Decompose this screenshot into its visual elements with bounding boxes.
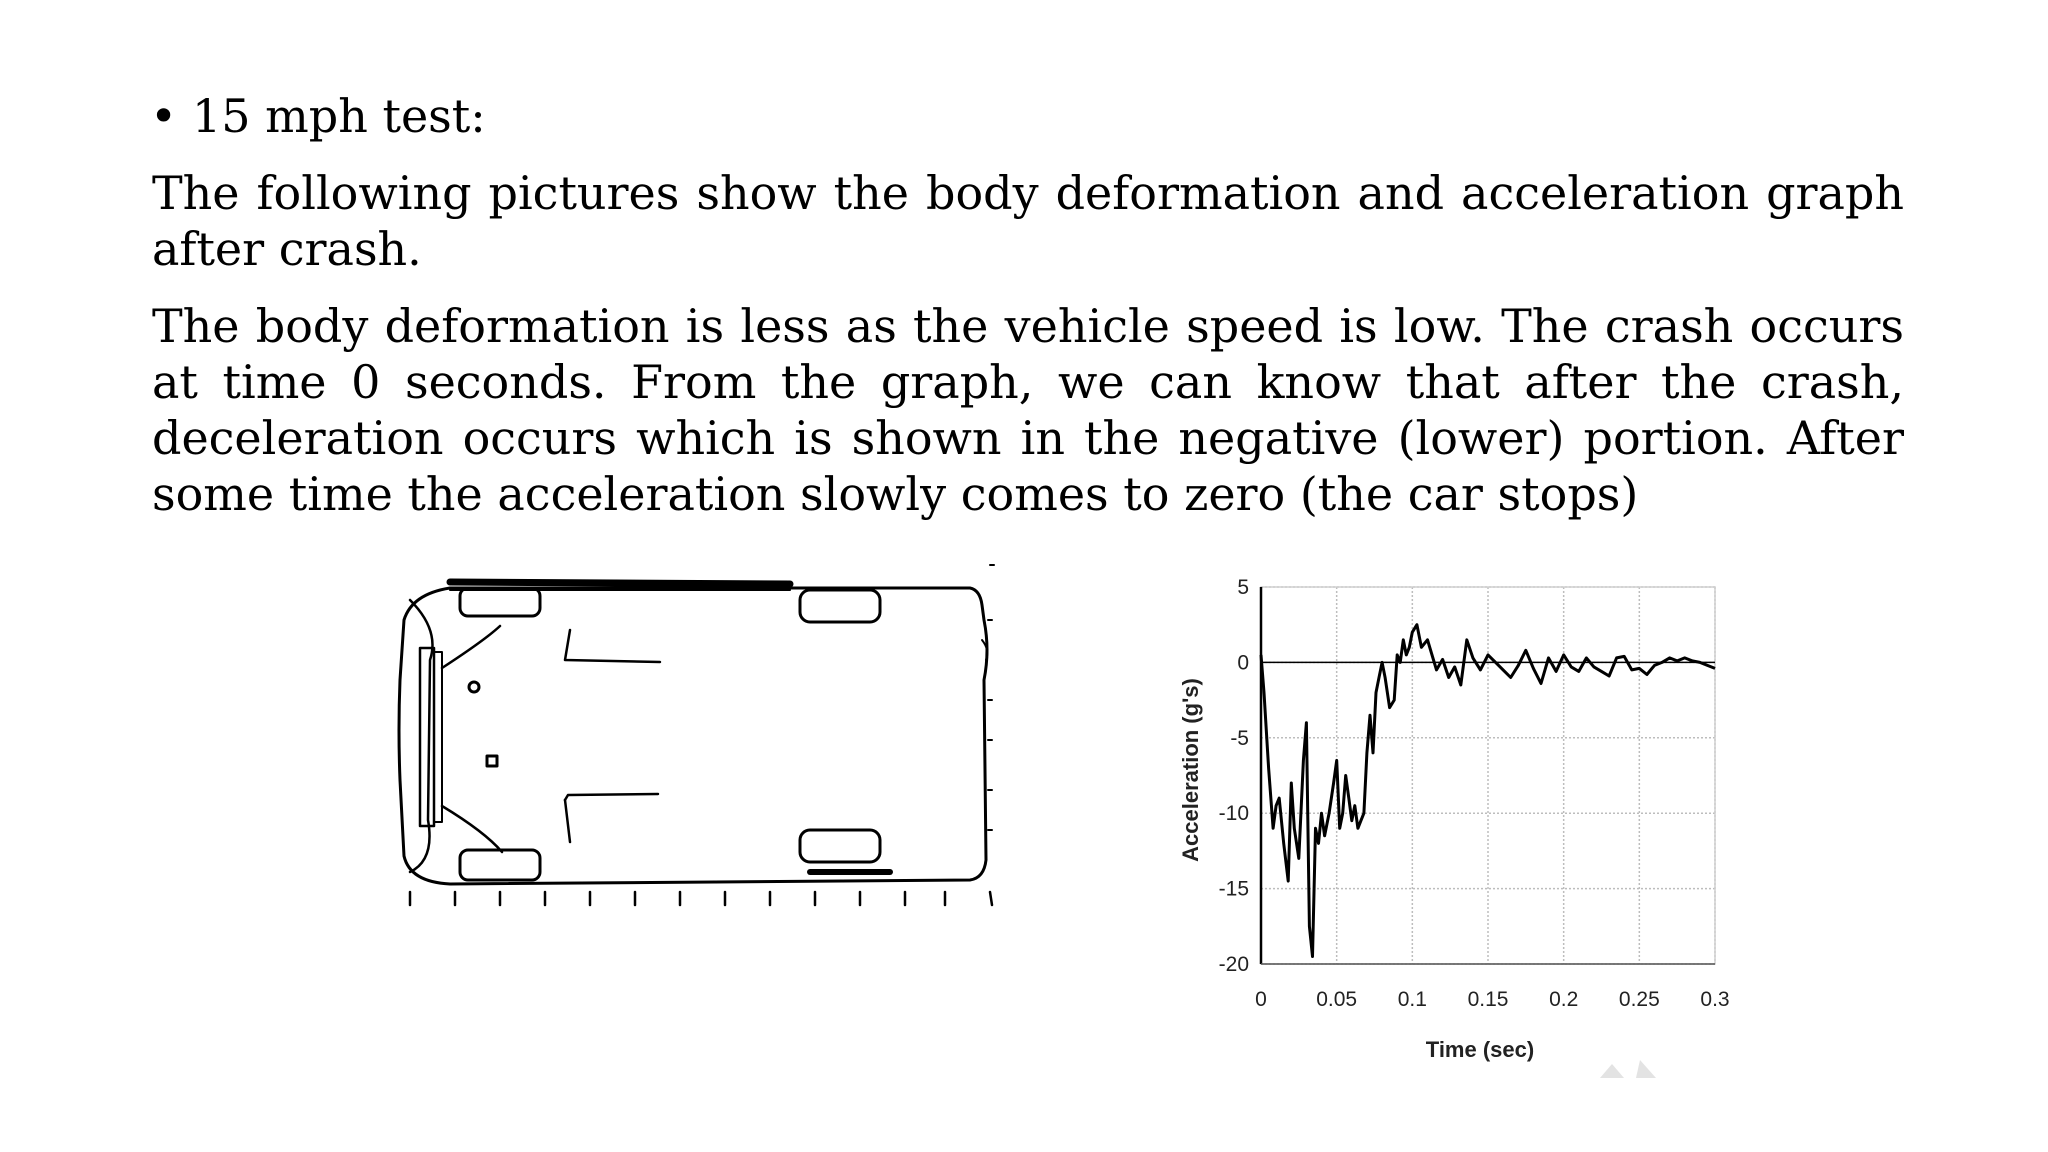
y-tick-labels xyxy=(1219,576,1249,976)
x-axis-title: Time (sec) xyxy=(1425,1037,1535,1062)
y-tick-label: -20 xyxy=(1218,953,1249,976)
x-tick-label: 0 xyxy=(1255,988,1267,1011)
y-axis-title: Acceleration (g's) xyxy=(1178,678,1203,862)
bullet-item xyxy=(150,88,486,144)
x-tick-label: 0.3 xyxy=(1700,988,1730,1011)
x-tick-labels xyxy=(1255,988,1729,1011)
bullet-text: 15 mph test: xyxy=(192,89,486,143)
wheel-front-left xyxy=(460,588,540,616)
paragraph-explanation: The body deformation is less as the vehicle speed is low. The crash occurs at time 0 seconds. From the graph, we can know that after the crash, deceleration occurs which is shown in the negative (lower) portion. After some time the acceleration slowly comes to zero (the car stops) xyxy=(152,299,1904,521)
x-tick-label: 0.15 xyxy=(1467,988,1509,1011)
chart-grid xyxy=(1261,587,1715,964)
wheel-front-right xyxy=(460,850,540,880)
acceleration-series-line xyxy=(1261,625,1715,957)
car-body-outline xyxy=(399,588,987,884)
y-tick-label: -10 xyxy=(1218,802,1249,826)
front-bumper xyxy=(420,648,434,826)
x-tick-label: 0.1 xyxy=(1397,988,1427,1011)
y-tick-label: -15 xyxy=(1218,877,1249,901)
x-tick-label: 0.25 xyxy=(1618,988,1660,1011)
y-tick-label: 0 xyxy=(1237,651,1249,675)
y-tick-label: 5 xyxy=(1237,576,1249,599)
bullet-marker: • xyxy=(150,89,178,143)
wheel-rear-right xyxy=(800,830,880,862)
wheel-rear-left xyxy=(800,590,880,622)
y-tick-label: -5 xyxy=(1230,726,1249,750)
x-tick-label: 0.05 xyxy=(1316,988,1358,1011)
x-tick-label: 0.2 xyxy=(1549,988,1579,1011)
paragraph-intro: The following pictures show the body deformation and acceleration graph after crash. xyxy=(152,166,1904,276)
car-deformation-diagram xyxy=(390,560,1010,910)
watermark-logo xyxy=(1596,1056,1676,1080)
acceleration-chart xyxy=(1170,565,1740,1085)
